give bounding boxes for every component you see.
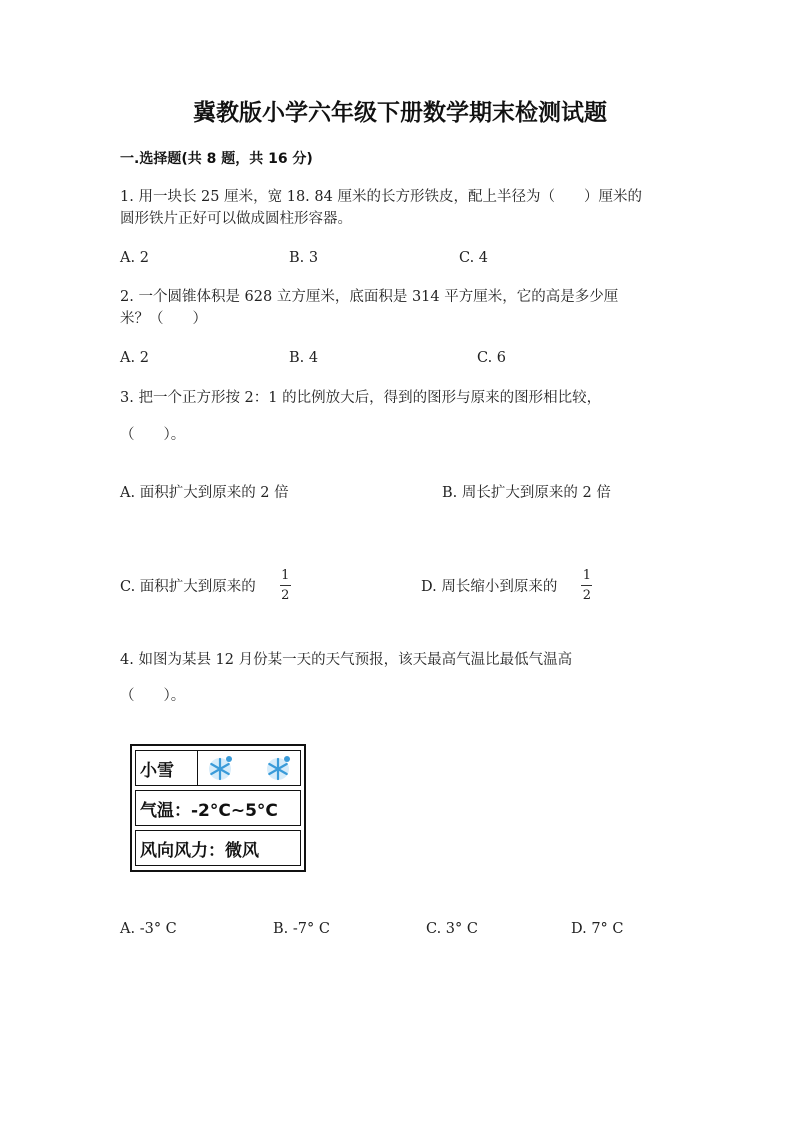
question-2-option-a[interactable]: A. 2 xyxy=(120,350,149,366)
weather-row xyxy=(135,750,301,786)
question-2-option-c[interactable]: C. 6 xyxy=(477,350,507,366)
question-4-line-2: （ ）。 xyxy=(120,688,186,704)
snowflake-icon xyxy=(206,754,236,782)
temperature-text: 气温：-2°C~5°C xyxy=(140,800,278,821)
question-3-option-a[interactable]: A. 面积扩大到原来的 2 倍 xyxy=(120,485,289,501)
question-4-option-b[interactable]: B. -7° C xyxy=(273,921,330,937)
question-1-option-c[interactable]: C. 4 xyxy=(459,250,489,266)
fraction-bar xyxy=(581,585,592,586)
question-4-option-a[interactable]: A. -3° C xyxy=(120,921,177,937)
fraction-bar xyxy=(280,585,291,586)
section-heading: 一.选择题(共 8 题，共 16 分) xyxy=(120,151,313,167)
question-2-line-1: 2. 一个圆锥体积是 628 立方厘米，底面积是 314 平方厘米，它的高是多少厘 xyxy=(120,289,619,305)
page-title: 冀教版小学六年级下册数学期末检测试题 xyxy=(193,100,607,126)
question-3-option-c-text: C. 面积扩大到原来的 xyxy=(120,579,256,595)
question-1-line-2: 圆形铁片正好可以做成圆柱形容器。 xyxy=(120,211,352,227)
question-4-option-c[interactable]: C. 3° C xyxy=(426,921,478,937)
fraction-numerator: 1 xyxy=(281,568,290,583)
question-4-line-1: 4. 如图为某县 12 月份某一天的天气预报，该天最高气温比最低气温高 xyxy=(120,652,573,668)
fraction-one-half xyxy=(581,568,592,603)
question-3-option-b[interactable]: B. 周长扩大到原来的 2 倍 xyxy=(442,485,611,501)
temperature-row xyxy=(135,790,301,826)
fraction-numerator: 1 xyxy=(582,568,591,583)
question-3-line-1: 3. 把一个正方形按 2：1 的比例放大后，得到的图形与原来的图形相比较， xyxy=(120,390,602,406)
fraction-denominator: 2 xyxy=(582,588,591,603)
snowflake-icon xyxy=(264,754,294,782)
fraction-denominator: 2 xyxy=(281,588,290,603)
fraction-one-half xyxy=(280,568,291,603)
question-3-option-c[interactable] xyxy=(120,568,291,603)
question-3-line-2: （ ）。 xyxy=(120,427,186,443)
question-2-option-b[interactable]: B. 4 xyxy=(289,350,319,366)
weather-label: 小雪 xyxy=(136,751,198,785)
wind-text: 风向风力：微风 xyxy=(140,840,259,861)
question-1-option-a[interactable]: A. 2 xyxy=(120,250,149,266)
weather-forecast-card xyxy=(130,744,306,872)
wind-row xyxy=(135,830,301,866)
question-3-option-d-text: D. 周长缩小到原来的 xyxy=(421,579,558,595)
question-2-line-2: 米？（ ） xyxy=(120,311,207,327)
question-4-option-d[interactable]: D. 7° C xyxy=(571,921,624,937)
question-1-line-1: 1. 用一块长 25 厘米，宽 18. 84 厘米的长方形铁皮，配上半径为（ ）厘米的 xyxy=(120,189,642,205)
question-1-option-b[interactable]: B. 3 xyxy=(289,250,319,266)
weather-icons xyxy=(198,754,294,782)
question-3-option-d[interactable] xyxy=(421,568,592,603)
